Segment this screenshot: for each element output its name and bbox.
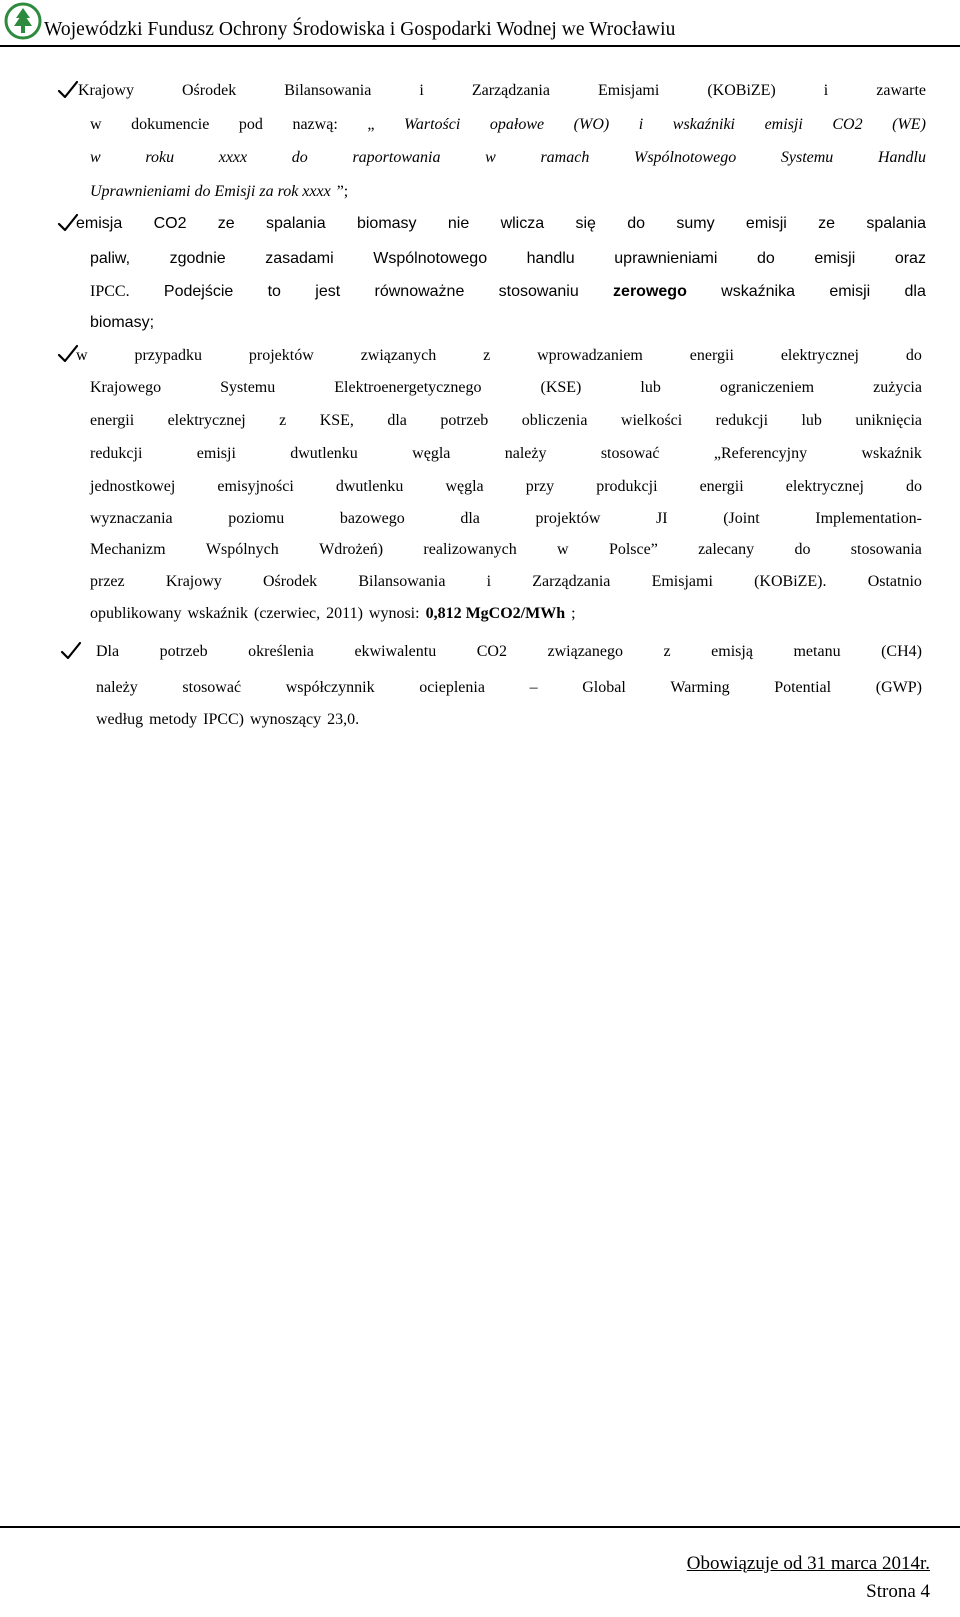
word: Ośrodek [182,82,237,99]
word: projektów [248,347,314,364]
word: lub [801,412,822,429]
word: stosowania [850,541,922,558]
word: CO2 [153,215,187,232]
word: wyznaczania [90,510,173,527]
word: stosować [182,679,242,696]
word: bazowego [339,510,405,527]
word: do [794,541,811,558]
word: węgla [412,445,451,462]
word: CO2 [476,643,507,660]
word: poziomu [228,510,285,527]
word: zawarte [876,82,926,99]
text-line [90,245,926,273]
word: przy [525,478,555,495]
text-line [90,309,926,337]
word: Zarządzania [532,573,611,590]
word: z [279,412,287,429]
word: Global [582,679,626,696]
word: i [638,116,644,133]
word: zalecany [698,541,755,558]
word: Systemu [220,379,276,396]
word: emisji [745,215,787,232]
word: Krajowego [90,379,162,396]
word: stosowaniu [498,283,579,300]
word: energii [699,478,744,495]
word: to [267,283,281,300]
word: według [96,711,144,728]
word: Ostatnio [867,573,922,590]
text-line [76,342,922,370]
word: (WO) [573,116,610,133]
word: oraz [894,250,926,267]
word: wskaźniki [672,116,735,133]
word: się [575,215,596,232]
word: ocieplenia [419,679,485,696]
word: – [529,679,538,696]
word: dwutlenku [335,478,404,495]
word: zgodnie [169,250,226,267]
page-header [0,0,960,48]
word: Mechanizm [90,541,166,558]
word: Zarządzania [471,82,550,99]
word: ekwiwalentu [354,643,437,660]
word: (CH4) [881,643,922,660]
word: Systemu [780,149,834,166]
word: Polsce” [608,541,658,558]
word: (Joint [723,510,760,527]
word: „ [367,116,375,133]
word: dla [460,510,480,527]
word: Implementation- [815,510,922,527]
word: emisją [711,643,753,660]
word: wielkości [620,412,683,429]
text-line [90,178,926,206]
word: dokumencie [131,116,210,133]
word: (KOBiZE) [707,82,776,99]
word: węgla [445,478,484,495]
word: do [905,347,922,364]
word: należy [504,445,547,462]
word: do [291,149,308,166]
word: realizowanych [423,541,517,558]
word: Krajowy [78,82,134,99]
word: Podejście [163,283,234,300]
word: biomasy; [90,314,155,331]
text-line [78,77,926,105]
word: (KOBiZE). [754,573,827,590]
word: elektrycznej [780,347,859,364]
word: Potential [774,679,832,696]
word: do [627,215,646,232]
word: i [823,82,829,99]
text-line [90,536,922,564]
text-line [96,706,922,734]
word: Elektroenergetycznego [334,379,482,396]
word: handlu [526,250,575,267]
word: Emisjami [651,573,713,590]
word: do [757,250,775,267]
word: dwutlenku [290,445,358,462]
word: Bilansowania [358,573,446,590]
word: potrzeb [440,412,489,429]
word: Wspólnych [205,541,279,558]
word: „Referencyjny [713,445,808,462]
word: nie [447,215,470,232]
word: przez [90,573,125,590]
header-divider [0,45,960,47]
word: elektrycznej [785,478,864,495]
header-title: Wojewódzki Fundusz Ochrony Środowiska i Gospodarki Wodnej we Wrocławiu [44,19,676,40]
word: z [663,643,671,660]
word: 0,812 MgCO2/MWh [425,605,566,622]
footer-divider [0,1526,960,1528]
word: JI [656,510,668,527]
word: ”; [336,183,349,200]
word: redukcji [90,445,143,462]
word: Wartości [404,116,461,133]
word: zużycia [873,379,922,396]
word: paliw, [90,250,131,267]
word: xxxx [218,149,248,166]
word: wskaźnika [721,283,795,300]
word: emisji [764,116,803,133]
word: nazwą: [292,116,338,133]
word: ze [217,215,235,232]
word: dla [904,283,926,300]
wfos-tree-logo-icon [4,2,42,40]
word: energii [689,347,734,364]
word: Krajowy [165,573,222,590]
word: obliczenia [521,412,588,429]
text-line [90,505,922,533]
text-line [90,374,922,402]
word: w [76,347,88,364]
word: wynoszący [250,711,322,728]
word: KSE, [319,412,354,429]
text-line [96,674,922,702]
word: produkcji [596,478,658,495]
word: biomasy [356,215,417,232]
page-number: Strona 4 [866,1581,930,1602]
word: Wspólnotowego [633,149,737,166]
word: określenia [248,643,314,660]
word: Uprawnieniami do Emisji za rok xxxx [90,183,331,200]
word: uprawnieniami [614,250,718,267]
word: w [90,116,102,133]
word: IPCC) [203,711,245,728]
word: jednostkowej [90,478,176,495]
word: projektów [535,510,601,527]
word: Bilansowania [284,82,372,99]
word: związanych [360,347,437,364]
word: metody [149,711,198,728]
word: lub [640,379,661,396]
word: w [485,149,496,166]
text-line [90,473,922,501]
word: Handlu [877,149,926,166]
effective-date: Obowiązuje od 31 marca 2014r. [686,1553,930,1574]
word: w [557,541,569,558]
word: elektrycznej [167,412,246,429]
word: zerowego [613,283,687,300]
text-line [76,210,926,238]
word: jest [315,283,341,300]
word: Emisjami [597,82,660,99]
word: Warming [670,679,730,696]
text-line [96,638,922,666]
word: ograniczeniem [719,379,815,396]
word: emisja [76,215,123,232]
word: energii [90,412,135,429]
word: CO2 [832,116,863,133]
word: Ośrodek [262,573,318,590]
text-line [90,111,926,139]
word: IPCC. [90,283,130,300]
word: emisyjności [217,478,294,495]
word: opublikowany [90,605,182,622]
word: wskaźnik [187,605,248,622]
word: i [419,82,424,99]
word: wskaźnik [861,445,922,462]
word: stosować [600,445,660,462]
word: zasadami [265,250,334,267]
checkmark-icon [60,640,82,662]
word: ze [818,215,836,232]
text-line [90,278,926,306]
text-line [90,407,922,435]
text-line [90,600,922,628]
word: 23,0. [327,711,360,728]
word: opałowe [489,116,545,133]
word: (czerwiec, [253,605,321,622]
word: równoważne [374,283,465,300]
word: raportowania [352,149,441,166]
word: dla [387,412,407,429]
word: współczynnik [285,679,375,696]
word: potrzeb [159,643,208,660]
word: 2011) [326,605,363,622]
word: ramach [540,149,590,166]
word: (GWP) [875,679,922,696]
word: ; [571,605,576,622]
word: w [90,149,101,166]
word: z [483,347,491,364]
word: spalania [866,215,926,232]
word: Wspólnotowego [373,250,488,267]
word: redukcji [715,412,769,429]
word: związanego [547,643,623,660]
word: wynosi: [368,605,420,622]
word: (KSE) [540,379,582,396]
word: (WE) [892,116,926,133]
word: pod [238,116,263,133]
word: wprowadzaniem [537,347,643,364]
word: i [486,573,492,590]
word: należy [96,679,138,696]
word: uniknięcia [855,412,922,429]
word: Wdrożeń) [319,541,384,558]
word: do [905,478,922,495]
word: Dla [96,643,120,660]
word: spalania [266,215,326,232]
text-line [90,144,926,172]
checkmark-icon [57,79,79,101]
word: emisji [196,445,236,462]
word: emisji [814,250,856,267]
text-line [90,568,922,596]
word: sumy [676,215,715,232]
text-line [90,440,922,468]
word: emisji [829,283,871,300]
word: roku [145,149,175,166]
word: metanu [793,643,841,660]
word: przypadku [134,347,202,364]
word: wlicza [500,215,545,232]
